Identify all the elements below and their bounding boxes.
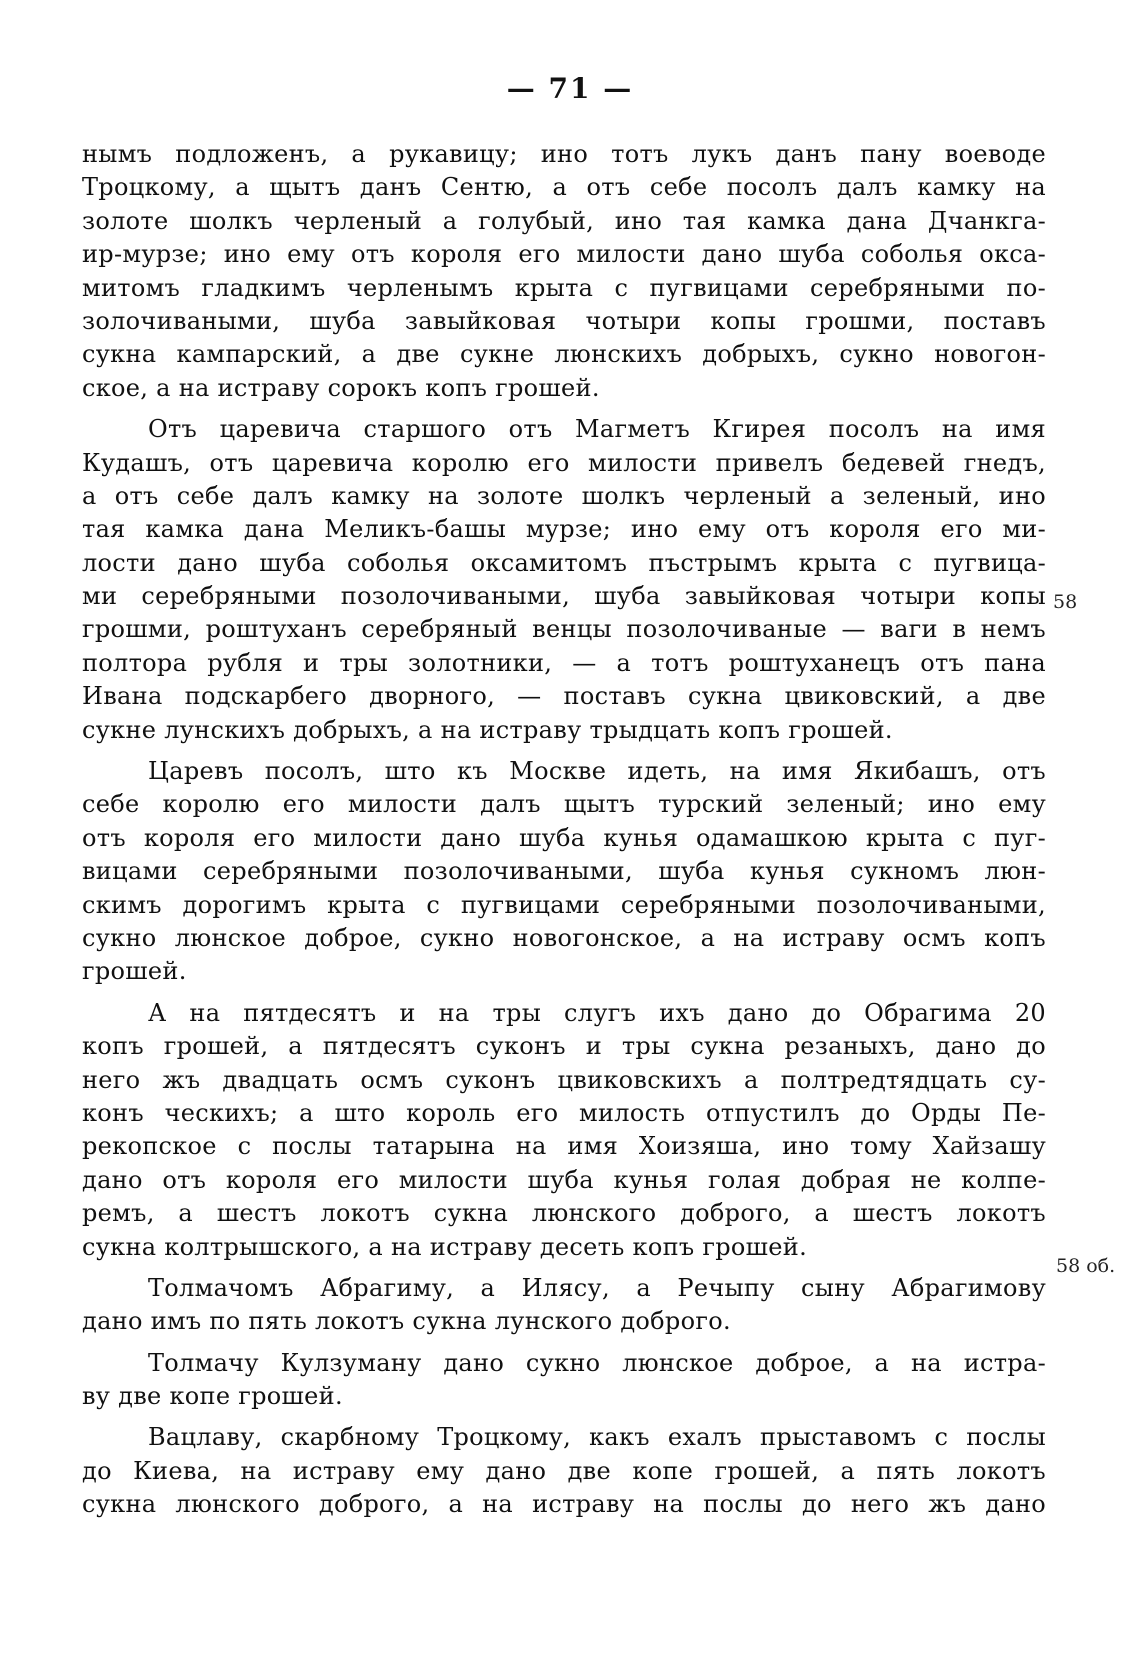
text-line: вицами серебряными позолочиваными, шуба кунья сукномъ люн-: [82, 857, 1046, 886]
text-line: нымъ подложенъ, а рукавицу; ино тотъ лукъ данъ пану воеводе: [82, 140, 1046, 168]
text-line: себе королю его милости далъ щытъ турский зеленый; ино ему: [82, 790, 1046, 819]
text-line: ир-мурзе; ино ему отъ короля его милости дано шуба соболья окса-: [82, 240, 1046, 269]
text-line: Толмачомъ Абрагиму, а Илясу, а Речыпу сыну Абрагимову: [148, 1273, 1046, 1302]
text-line: митомъ гладкимъ черленымъ крыта с пугвицами серебряными по-: [82, 273, 1046, 302]
paragraph-6: [82, 1347, 1046, 1414]
text-line: ское, а на истраву сорокъ копъ грошей.: [82, 373, 600, 402]
text-line: лости дано шуба соболья оксамитомъ пъстрымъ крыта с пугвица-: [82, 548, 1046, 577]
text-line: сукна люнского доброго, а на истраву на послы до него жъ дано: [82, 1490, 1046, 1519]
text-line: сукна кампарский, а две сукне люнскихъ добрыхъ, сукно новогон-: [82, 340, 1046, 369]
margin-note-folio: 58: [1053, 591, 1078, 613]
text-line: ву две копе грошей.: [82, 1382, 343, 1411]
text-line: дано отъ короля его милости шуба кунья голая добрая не колпе-: [82, 1165, 1046, 1194]
text-line: скимъ дорогимъ крыта с пугвицами серебряными позолочиваными,: [82, 890, 1046, 919]
paragraph-1: [82, 138, 1046, 405]
text-line: отъ короля его милости дано шуба кунья одамашкою крыта с пуг-: [82, 823, 1046, 852]
text-line: полтора рубля и тры золотники, — а тотъ роштуханецъ отъ пана: [82, 648, 1046, 677]
text-line: Царевъ посолъ, што къ Москве идеть, на имя Якибашъ, отъ: [148, 757, 1046, 786]
text-line: а отъ себе далъ камку на золоте шолкъ черленый а зеленый, ино: [82, 481, 1046, 510]
paragraph-5: [82, 1272, 1046, 1339]
paragraph-4: [82, 997, 1046, 1264]
text-column: [82, 138, 1046, 1522]
text-line: до Киева, на истраву ему дано две копе грошей, а пять локотъ: [82, 1456, 1046, 1485]
text-line: дано имъ по пять локотъ сукна лунского доброго.: [82, 1307, 731, 1336]
text-line: сукна колтрышского, а на истраву десеть копъ грошей.: [82, 1232, 808, 1261]
text-line: Ивана подскарбего дворного, — поставъ сукна цвиковский, а две: [82, 682, 1046, 711]
text-line: грошей.: [82, 957, 187, 986]
text-line: Вацлаву, скарбному Троцкому, какъ ехалъ прыставомъ с послы: [148, 1423, 1046, 1452]
text-line: конъ ческихъ; а што король его милость отпустилъ до Орды Пе-: [82, 1098, 1046, 1127]
text-line: рекопское с послы татарына на имя Хоизяша, ино тому Хайзашу: [82, 1132, 1046, 1161]
text-line: золочиваными, шуба завыйковая чотыри копы грошми, поставъ: [82, 306, 1046, 335]
text-line: сукне лунскихъ добрыхъ, а на истраву трыдцать копъ грошей.: [82, 715, 893, 744]
text-line: него жъ двадцать осмъ суконъ цвиковскихъ а полтредтядцать су-: [82, 1065, 1046, 1094]
margin-note-folio-verso: 58 об.: [1056, 1255, 1116, 1277]
text-line: Отъ царевича старшого отъ Магметъ Кгирея посолъ на имя: [148, 415, 1046, 444]
text-line: Кудашъ, отъ царевича королю его милости привелъ бедевей гнедъ,: [82, 448, 1046, 477]
paragraph-2: [82, 413, 1046, 747]
text-line: ремъ, а шестъ локотъ сукна люнского доброго, а шестъ локотъ: [82, 1199, 1046, 1228]
text-line: Троцкому, а щытъ данъ Сентю, а отъ себе посолъ далъ камку на: [82, 173, 1046, 202]
paragraph-3: [82, 755, 1046, 989]
text-line: А на пятдесятъ и на тры слугъ ихъ дано до Обрагима 20: [148, 998, 1046, 1027]
text-line: Толмачу Кулзуману дано сукно люнское доброе, а на истра-: [148, 1348, 1046, 1377]
text-line: грошми, роштуханъ серебряный венцы позолочиваные — ваги в немъ: [82, 615, 1046, 644]
text-line: тая камка дана Меликъ-башы мурзе; ино ему отъ короля его ми-: [82, 515, 1046, 544]
page-number: — 71 —: [506, 72, 634, 105]
text-line: сукно люнское доброе, сукно новогонское, а на истраву осмъ копъ: [82, 923, 1046, 952]
text-line: золоте шолкъ черленый а голубый, ино тая камка дана Дчанкга-: [82, 206, 1046, 235]
paragraph-7: [82, 1421, 1046, 1521]
text-line: ми серебряными позолочиваными, шуба завыйковая чотыри копы: [82, 582, 1046, 611]
text-line: копъ грошей, а пятдесятъ суконъ и тры сукна резаныхъ, дано до: [82, 1032, 1046, 1061]
